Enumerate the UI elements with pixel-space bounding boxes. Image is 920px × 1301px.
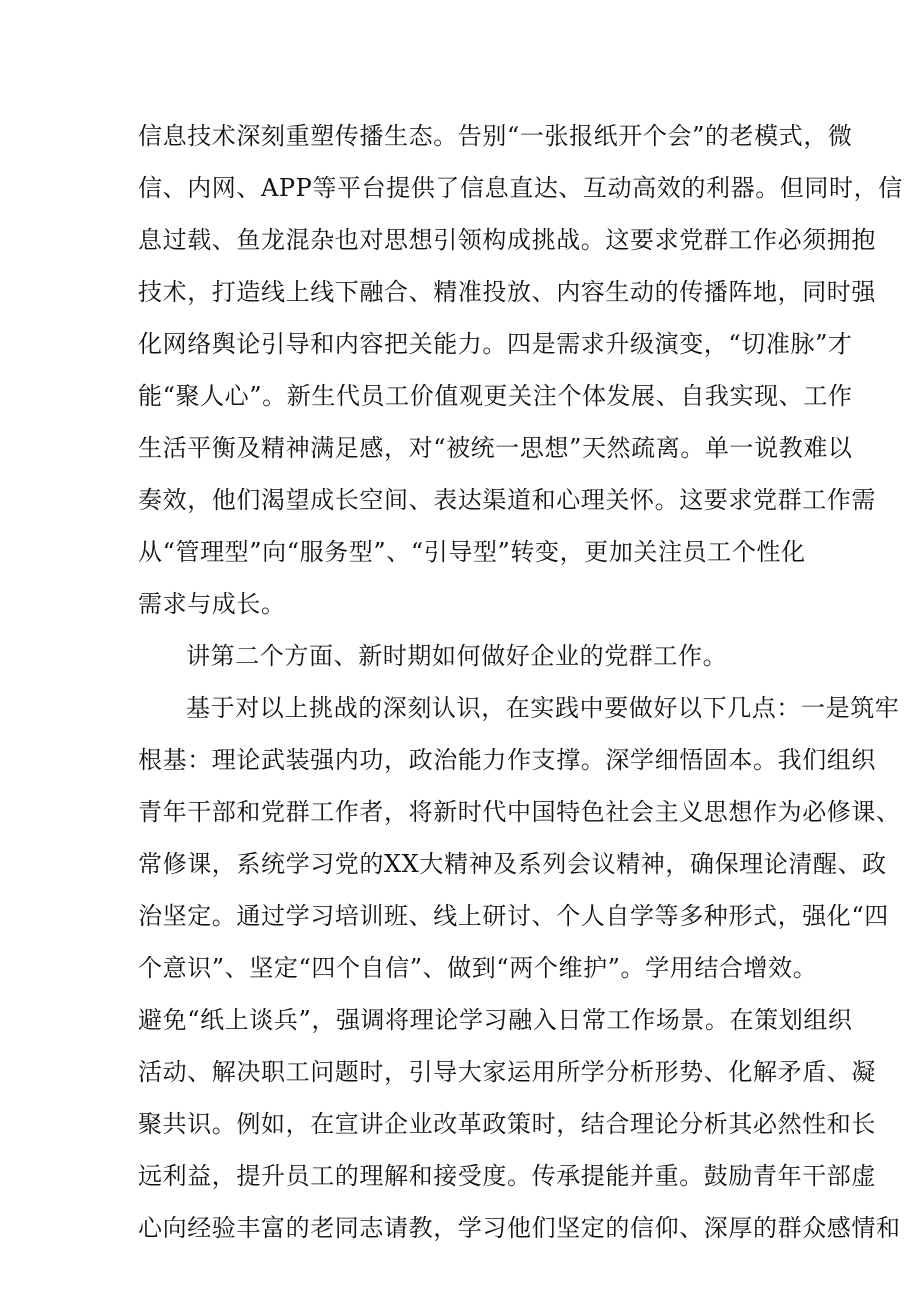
paragraph-challenges <box>138 110 903 630</box>
text-line: 基于对以上挑战的深刻认识，在实践中要做好以下几点：一是筑牢 <box>186 694 900 722</box>
paragraph-practice <box>138 682 901 1254</box>
text-line: 个意识”、坚定“四个自信”、做到“两个维护”。学用结合增效。 <box>138 954 818 982</box>
text-line: 治坚定。通过学习培训班、线上研讨、个人自学等多种形式，强化“四 <box>138 902 889 930</box>
text-line: 心向经验丰富的老同志请教，学习他们坚定的信仰、深厚的群众感情和 <box>138 1214 901 1242</box>
text-line: 活动、解决职工问题时，引导大家运用所学分析形势、化解矛盾、凝 <box>138 1058 876 1086</box>
text-line: 从“管理型”向“服务型”、“引导型”转变，更加关注员工个性化 <box>138 538 806 566</box>
text-line: 奏效，他们渴望成长空间、表达渠道和心理关怀。这要求党群工作需 <box>138 486 876 514</box>
text-line: 信、内网、APP等平台提供了信息直达、互动高效的利器。但同时，信 <box>138 174 903 202</box>
text-line: 技术，打造线上线下融合、精准投放、内容生动的传播阵地，同时强 <box>138 278 876 306</box>
paragraph-section-heading <box>138 630 798 682</box>
text-line: 避免“纸上谈兵”，强调将理论学习融入日常工作场景。在策划组织 <box>138 1006 853 1034</box>
text-line: 能“聚人心”。新生代员工价值观更关注个体发展、自我实现、工作 <box>138 382 853 410</box>
text-line: 化网络舆论引导和内容把关能力。四是需求升级演变，“切准脉”才 <box>138 330 853 358</box>
text-line: 需求与成长。 <box>138 590 286 618</box>
text-line: 远利益，提升员工的理解和接受度。传承提能并重。鼓励青年干部虚 <box>138 1162 876 1190</box>
text-line: 聚共识。例如，在宣讲企业改革政策时，结合理论分析其必然性和长 <box>138 1110 876 1138</box>
text-line: 息过载、鱼龙混杂也对思想引领构成挑战。这要求党群工作必须拥抱 <box>138 226 876 254</box>
text-line: 根基：理论武装强内功，政治能力作支撑。深学细悟固本。我们组织 <box>138 746 876 774</box>
document-body <box>138 110 903 1254</box>
text-line: 常修课，系统学习党的XX大精神及系列会议精神，确保理论清醒、政 <box>138 850 887 878</box>
text-line: 信息技术深刻重塑传播生态。告别“一张报纸开个会”的老模式，微 <box>138 122 853 150</box>
text-line: 青年干部和党群工作者，将新时代中国特色社会主义思想作为必修课、 <box>138 798 901 826</box>
text-line: 生活平衡及精神满足感，对“被统一思想”天然疏离。单一说教难以 <box>138 434 853 462</box>
section-heading-line: 讲第二个方面、新时期如何做好企业的党群工作。 <box>186 642 728 670</box>
